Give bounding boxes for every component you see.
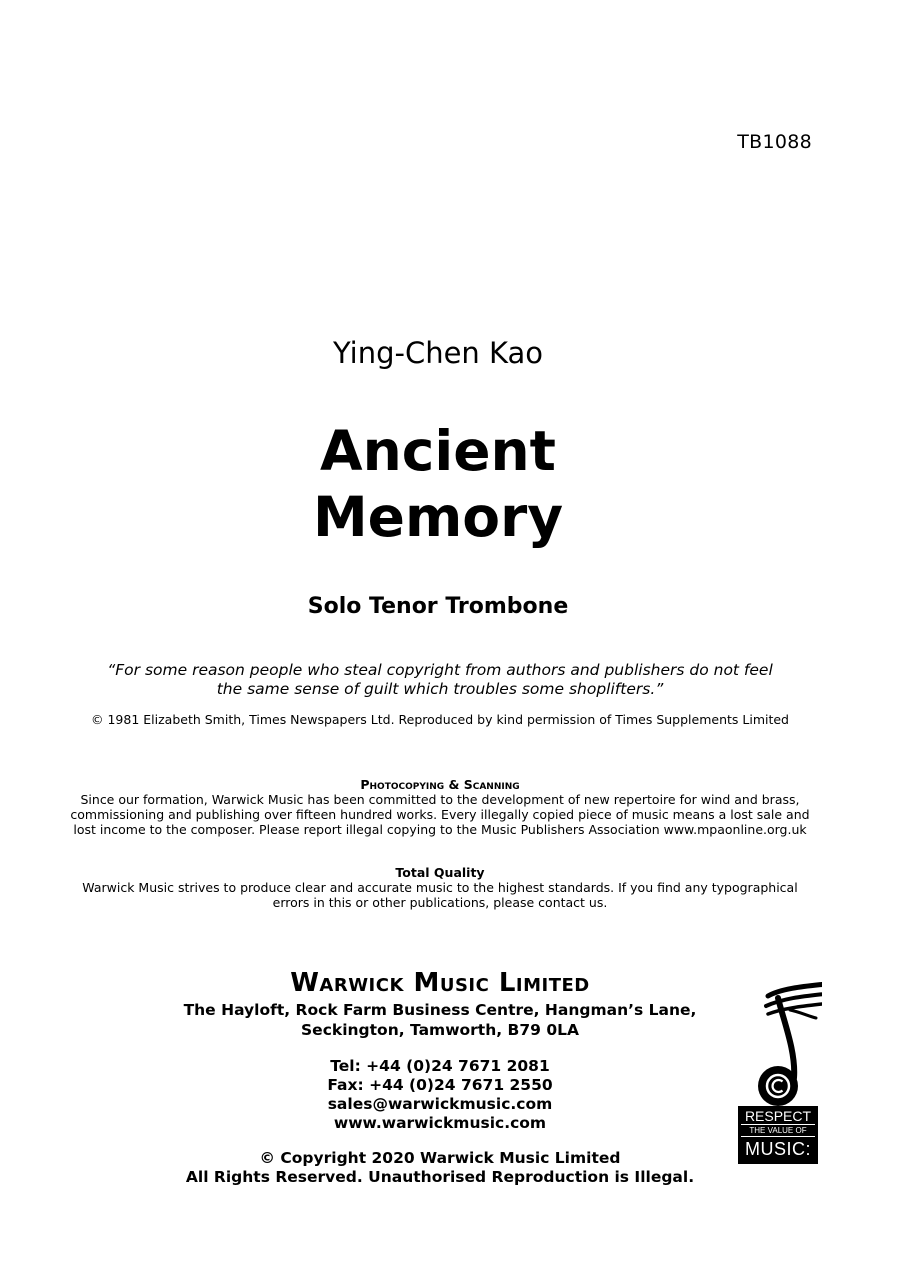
photocopying-notice xyxy=(0,792,880,837)
rights-line: All Rights Reserved. Unauthorised Reproduction is Illegal. xyxy=(185,1168,695,1186)
website: www.warwickmusic.com xyxy=(333,1114,547,1132)
catalog-number: TB1088 xyxy=(737,131,812,153)
respect-word: RESPECT xyxy=(741,1106,815,1125)
address-line-1: The Hayloft, Rock Farm Business Centre, Hangman’s Lane, xyxy=(183,1001,697,1019)
instrumentation: Solo Tenor Trombone xyxy=(307,594,569,619)
address-line-2: Seckington, Tamworth, B79 0LA xyxy=(301,1021,579,1039)
photocopying-line-1: Since our formation, Warwick Music has been committed to the development of new repertoire for wind and brass, xyxy=(80,792,800,807)
music-note-copyright-icon xyxy=(738,982,822,1108)
music-word: MUSIC: xyxy=(745,1139,811,1159)
total-quality-heading: Total Quality xyxy=(395,865,485,880)
composer-name: Ying-Chen Kao xyxy=(332,336,544,370)
photocopying-line-3: lost income to the composer. Please report illegal copying to the Music Publishers Association www.mpaonline.org.uk xyxy=(73,822,807,837)
the-value-of-word: THE VALUE OF xyxy=(741,1125,815,1137)
respect-badge xyxy=(738,1106,818,1164)
photocopying-heading: Photocopying & Scanning xyxy=(360,777,520,792)
quote-line-2: the same sense of guilt which troubles some shoplifters.” xyxy=(216,680,664,698)
telephone: Tel: +44 (0)24 7671 2081 xyxy=(330,1057,550,1075)
quote-line-1: “For some reason people who steal copyright from authors and publishers do not feel xyxy=(107,661,773,679)
piece-title xyxy=(0,418,876,550)
respect-the-value-of-music-logo xyxy=(738,982,822,1168)
quote-credit: © 1981 Elizabeth Smith, Times Newspapers Ltd. Reproduced by kind permission of Times Supplements Limited xyxy=(91,712,789,727)
email: sales@warwickmusic.com xyxy=(327,1095,553,1113)
publisher-name: Warwick Music Limited xyxy=(290,968,590,998)
total-quality-line-2: errors in this or other publications, please contact us. xyxy=(272,895,608,910)
total-quality-line-1: Warwick Music strives to produce clear and accurate music to the highest standards. If you find any typographical xyxy=(82,880,798,895)
title-line-2: Memory xyxy=(312,485,564,549)
total-quality-notice xyxy=(0,880,880,910)
title-line-1: Ancient xyxy=(320,419,556,483)
photocopying-line-2: commissioning and publishing over fifteen hundred works. Every illegally copied piece of music means a lost sale and xyxy=(70,807,810,822)
copyright-line: © Copyright 2020 Warwick Music Limited xyxy=(259,1149,621,1167)
copyright-quote xyxy=(0,661,880,699)
fax: Fax: +44 (0)24 7671 2550 xyxy=(327,1076,553,1094)
